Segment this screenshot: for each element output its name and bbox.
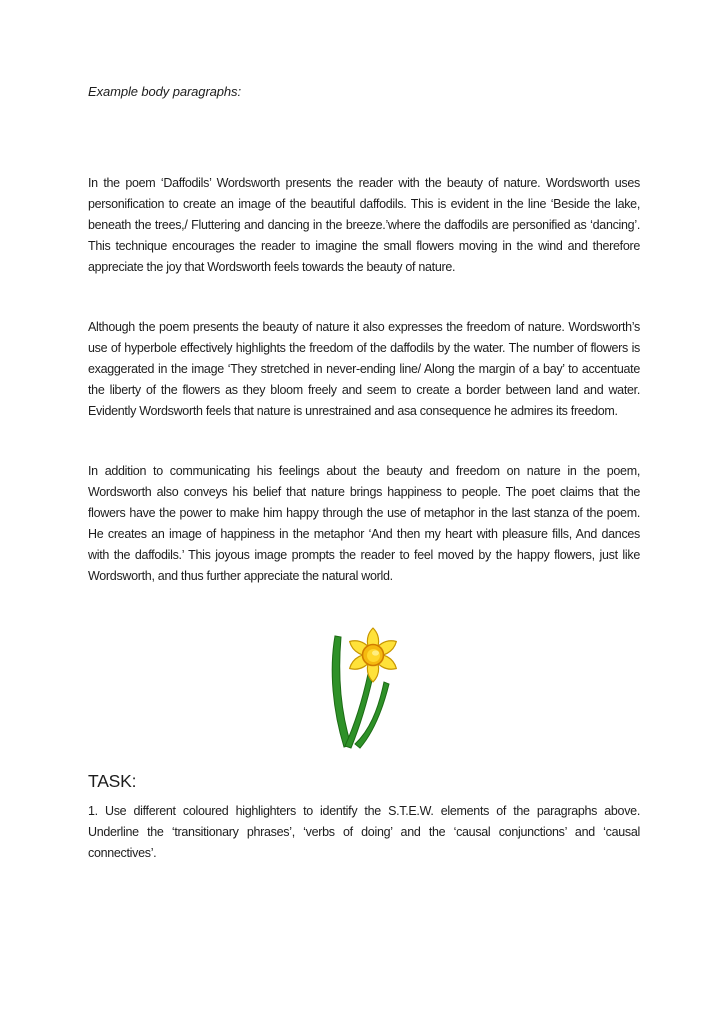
example-heading: Example body paragraphs:	[88, 84, 241, 99]
task-heading: TASK:	[88, 771, 137, 791]
daffodil-trumpet-highlight	[372, 650, 379, 655]
task-instruction: 1. Use different coloured highlighters to identify the S.T.E.W. elements of the paragraphs above. Underline the ‘transitionary phrases’, ‘verbs of doing’ and the ‘causal conjunctions’ and ‘causal connectives’.	[88, 804, 640, 860]
daffodil-image	[324, 626, 404, 750]
daffodil-flower-head	[347, 628, 399, 682]
daffodil-figure	[88, 626, 640, 750]
body-paragraph-3: In addition to communicating his feelings about the beauty and freedom on nature in the poem, Wordsworth also conveys his belief that nature brings happiness to people. The poet claims that the flowers have the power to make him happy through the use of metaphor in the last stanza of the poem. He creates an image of happiness in the metaphor ‘And then my heart with pleasure fills, And dances with the daffodils.’ This joyous image prompts the reader to feel moved by the happy flowers, just like Wordsworth, and thus further appreciate the natural world.	[88, 464, 640, 583]
body-paragraph-2: Although the poem presents the beauty of nature it also expresses the freedom of nature. Wordsworth’s use of hyperbole effectively highlights the freedom of the daffodils by the water. The number of flowers is exaggerated in the image ‘They stretched in never-ending line/ Along the margin of a bay’ to accentuate the liberty of the flowers as they bloom freely and seem to create a border between land and water. Evidently Wordsworth feels that nature is unrestrained and asa consequence he admires its freedom.	[88, 320, 640, 418]
body-paragraph-1: In the poem ‘Daffodils’ Wordsworth presents the reader with the beauty of nature. Wordsworth uses personification to create an image of the beautiful daffodils. This is evident in the line ‘Beside the lake, beneath the trees,/ Fluttering and dancing in the breeze.’where the daffodils are personified as ‘dancing’. This technique encourages the reader to imagine the small flowers moving in the wind and therefore appreciate the joy that Wordsworth feels towards the beauty of nature.	[88, 176, 640, 274]
